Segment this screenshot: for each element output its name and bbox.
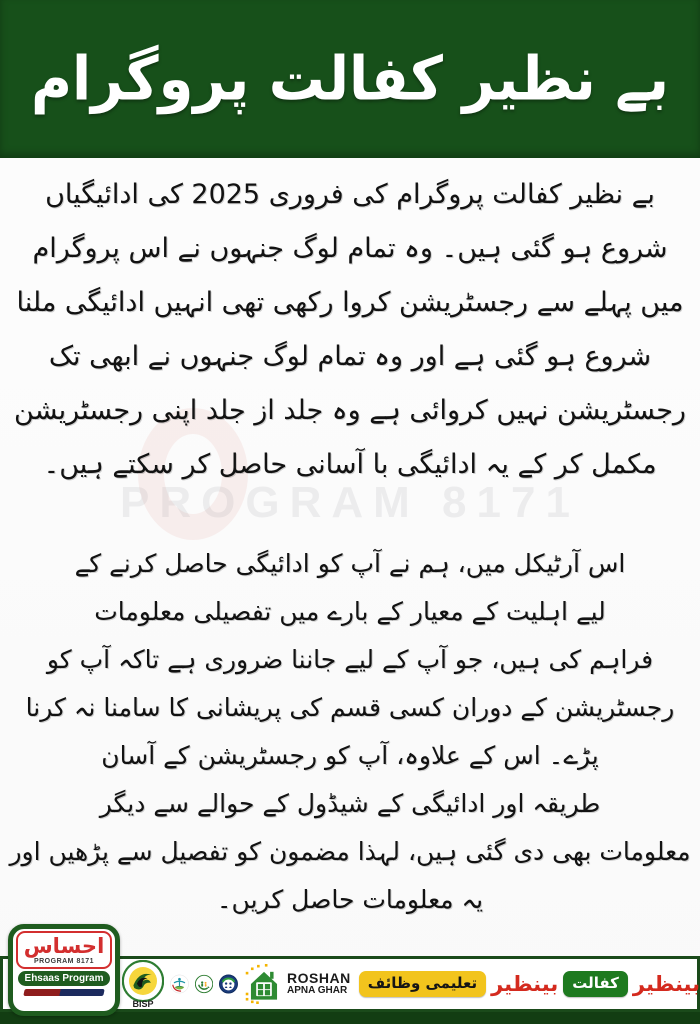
ehsaas-program-pill: Ehsaas Program (18, 971, 110, 986)
footer-logo-row (122, 956, 700, 1012)
header-banner (0, 0, 700, 158)
roshan-text (287, 971, 351, 996)
bisp-emblem-icon (122, 960, 164, 1002)
benazir-badges (359, 971, 700, 997)
kafalat-badge: کفالت (563, 971, 628, 997)
health-figure-logo-icon (170, 961, 189, 1007)
text-line: شروع ہو گئی ہے اور وہ تمام لوگ جنہوں نے ابھی تک (48, 341, 652, 372)
ehsaas-inner-frame (16, 931, 112, 969)
text-line: شروع ہو گئی ہیں۔ وہ تمام لوگ جنہوں نے اس پروگرام (32, 233, 668, 264)
navy-family-logo-icon (219, 961, 238, 1007)
text-line: پڑے۔ اس کے علاوہ، آپ کو رجسٹریشن کے آسان (101, 741, 599, 770)
text-line: طریقہ اور ادائیگی کے شیڈول کے حوالے سے دیگر (99, 789, 601, 818)
ehsaas-program-8171-label: PROGRAM 8171 (33, 958, 95, 965)
article-paragraph-2 (0, 540, 700, 924)
benazir-wordmark: بینظیر (632, 972, 700, 996)
text-line: بے نظیر کفالت پروگرام کی فروری 2025 کی ادائیگیاں (45, 179, 655, 210)
text-line: معلومات بھی دی گئی ہیں، لہذا مضمون کو تفصیل سے پڑھیں اور (9, 837, 691, 866)
roshan-line2: APNA GHAR (287, 985, 348, 997)
page-title: بے نظیر کفالت پروگرام (30, 43, 670, 115)
text-line: اس آرٹیکل میں، ہم نے آپ کو ادائیگی حاصل کرنے کے (74, 549, 626, 578)
text-line: فراہم کی ہیں، جو آپ کے لیے جاننا ضروری ہے تاکہ آپ کو (46, 645, 654, 674)
article-paragraph-1 (0, 168, 700, 492)
ehsaas-ribbon (23, 989, 104, 996)
roshan-apna-ghar-logo (244, 963, 351, 1005)
text-line: یہ معلومات حاصل کریں۔ (216, 885, 484, 914)
bisp-label: BISP (132, 998, 154, 1009)
house-icon (244, 963, 284, 1005)
text-line: لیے اہلیت کے معیار کے بارے میں تفصیلی معلومات (94, 597, 606, 626)
taleemi-wazaif-badge: تعلیمی وظائف (359, 971, 486, 997)
watermark-text: PROGRAM 8171 (120, 478, 580, 527)
text-line: میں پہلے سے رجسٹریشن کروا رکھی تھی انہیں ادائیگی ملنا (16, 287, 684, 318)
text-line: مکمل کر کے یہ ادائیگی با آسانی حاصل کر سکتے ہیں۔ (43, 449, 657, 480)
text-line: رجسٹریشن کے دوران کسی قسم کی پریشانی کا سامنا نہ کرنا (25, 693, 675, 722)
ehsaas-urdu-wordmark: احساس (23, 934, 105, 958)
roshan-line1: ROSHAN (287, 970, 351, 987)
text-line: رجسٹریشن نہیں کروائی ہے وہ جلد از جلد اپنی رجسٹریشن (14, 395, 686, 426)
green-crescent-logo-icon (195, 962, 213, 1006)
benazir-wordmark: بینظیر (491, 972, 559, 996)
ehsaas-program-logo (8, 924, 120, 1016)
bisp-logo (122, 960, 164, 1009)
